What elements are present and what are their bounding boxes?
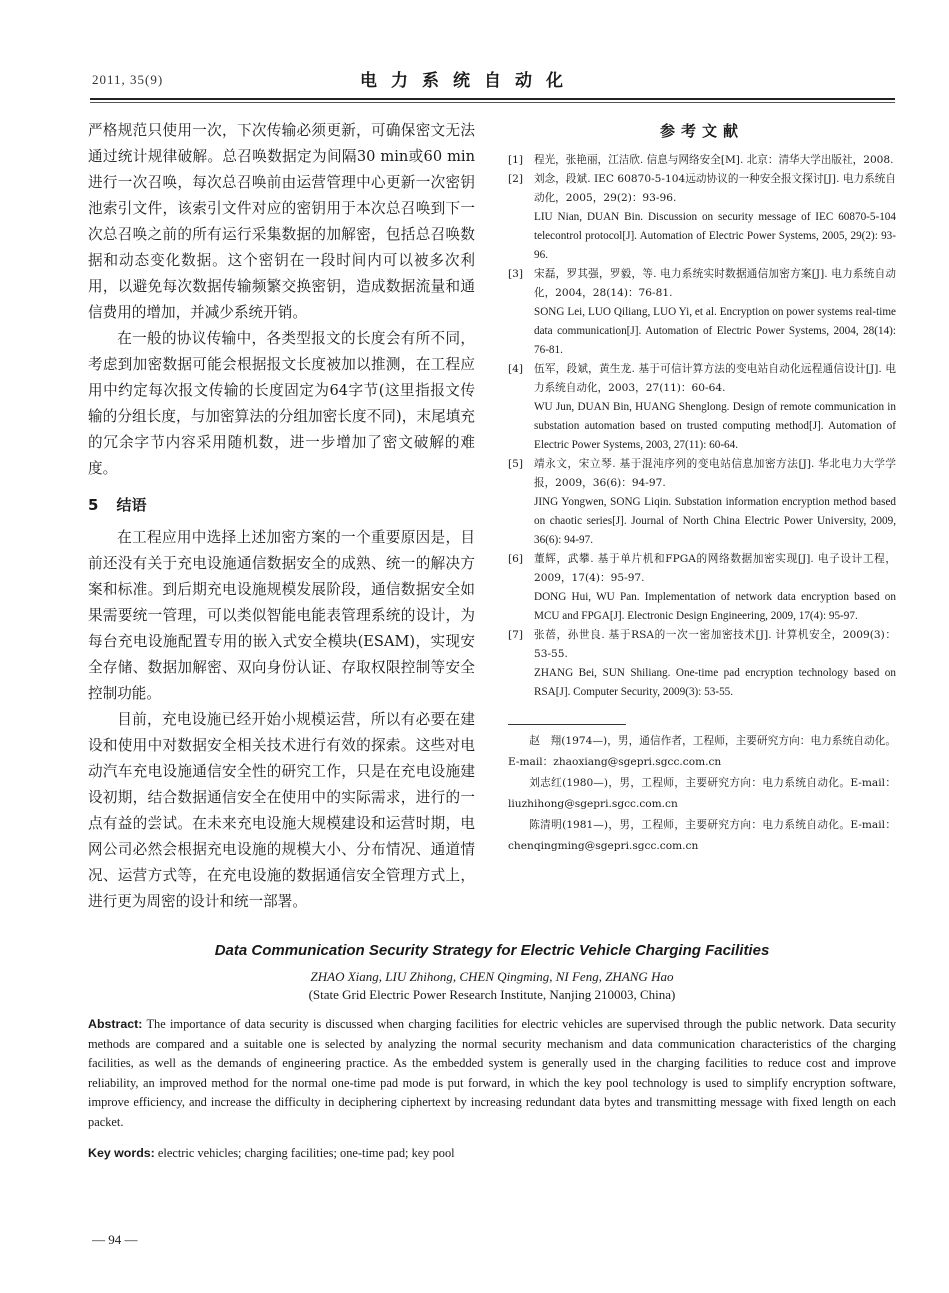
left-column — [88, 118, 475, 915]
references-title: 参考文献 — [659, 122, 744, 140]
page-number: — 94 — — [92, 1232, 138, 1247]
reference-text-en: SONG Lei, LUO Qiliang, LUO Yi, et al. Encryption on power systems real-time data communication[J]. Automation of Electric Power Systems, 2004, 28(14): 76-81. — [534, 306, 896, 356]
section-number: 5 — [88, 496, 99, 514]
reference-number: [6] — [508, 553, 524, 565]
body-paragraph: 在工程应用中选择上述加密方案的一个重要原因是，目前还没有关于充电设施通信数据安全的成熟、统一的解决方案和标准。到后期充电设施规模发展阶段，通信数据安全如果需要统一管理，可以类似智能电能表管理系统的设计，为每台充电设施配置专用的嵌入式安全模块(ESAM)，实现安全存储、数据加解密、双向身份认证、存取权限控制等安全控制功能。 — [88, 529, 475, 702]
body-paragraph: 严格规范只使用一次，下次传输必须更新，可确保密文无法通过统计规律破解。总召唤数据定为间隔30 min或60 min进行一次召唤，每次总召唤前由运营管理中心更新一次密钥池索引文件，该索引文件对应的密钥用于本次总召唤到下一次总召唤之前的所有运行采集数据的加解密，包括总召唤数据和动态变化数据。这个密钥在一段时间内可以被多次利用，以避免每次数据传输频繁交换密钥，造成数据流量和通信费用的增加，并减少系统开销。 — [88, 122, 475, 321]
reference-number: [7] — [508, 629, 524, 641]
reference-item — [508, 455, 896, 550]
reference-text-zh: 张蓓，孙世良. 基于RSA的一次一密加密技术[J]. 计算机安全，2009(3)：53-55. — [534, 629, 896, 660]
reference-text-zh: 靖永文，宋立琴. 基于混沌序列的变电站信息加密方法[J]. 华北电力大学学报，2009，36(6)：94-97. — [534, 458, 896, 489]
reference-text-zh: 伍军，段斌，黄生龙. 基于可信计算方法的变电站自动化远程通信设计[J]. 电力系统自动化，2003，27(11)：60-64. — [534, 363, 896, 394]
abstract-label: Abstract: — [88, 1017, 143, 1031]
reference-list — [508, 151, 896, 702]
english-title: Data Communication Security Strategy for Electric Vehicle Charging Facilities — [214, 942, 770, 959]
reference-text-zh: 宋磊，罗其强，罗毅，等. 电力系统实时数据通信加密方案[J]. 电力系统自动化，2004，28(14)：76-81. — [534, 268, 896, 299]
author-bio: 陈清明(1981—)，男，工程师，主要研究方向：电力系统自动化。E-mail：chenqingming@sgepri.sgcc.com.cn — [508, 819, 896, 852]
keywords-label: Key words: — [88, 1146, 155, 1160]
english-authors: ZHAO Xiang, LIU Zhihong, CHEN Qingming, NI Feng, ZHANG Hao — [310, 969, 674, 984]
reference-item — [508, 170, 896, 265]
reference-text-en: JING Yongwen, SONG Liqin. Substation information encryption method based on chaotic series[J]. Journal of North China Electric Power University, 2009, 36(6): 94-97. — [534, 496, 896, 546]
keywords-text: electric vehicles; charging facilities; one-time pad; key pool — [157, 1146, 455, 1160]
running-header-issue: 2011, 35(9) — [92, 72, 164, 87]
reference-item — [508, 265, 896, 360]
header-rule — [90, 98, 895, 100]
reference-item — [508, 151, 896, 170]
reference-text-en: DONG Hui, WU Pan. Implementation of network data encryption based on MCU and FPGA[J]. Electronic Design Engineering, 2009, 17(4): 95-97. — [534, 591, 896, 622]
running-header-journal: 电力系统自动化 — [360, 71, 577, 91]
reference-number: [3] — [508, 268, 524, 280]
reference-text-en: LIU Nian, DUAN Bin. Discussion on security message of IEC 60870-5-104 telecontrol protocol[J]. Automation of Electric Power Systems, 2005, 29(2): 93-96. — [534, 211, 896, 261]
reference-number: [2] — [508, 173, 524, 185]
reference-text-zh: 程光，张艳丽，江洁欣. 信息与网络安全[M]. 北京：清华大学出版社，2008. — [534, 154, 894, 166]
reference-text-zh: 董辉，武攀. 基于单片机和FPGA的网络数据加密实现[J]. 电子设计工程，2009，17(4)：95-97. — [534, 553, 896, 584]
header-rule-thin — [90, 102, 895, 103]
english-abstract — [88, 1015, 896, 1132]
reference-item — [508, 550, 896, 626]
reference-number: [4] — [508, 363, 524, 375]
reference-text-en: WU Jun, DUAN Bin, HUANG Shenglong. Design of remote communication in substation automation based on trusted computing method[J]. Automation of Electric Power Systems, 2003, 27(11): 60-64. — [534, 401, 896, 451]
reference-number: [1] — [508, 154, 524, 166]
bio-rule — [508, 724, 626, 725]
reference-text-en: ZHANG Bei, SUN Shiliang. One-time pad encryption technology based on RSA[J]. Computer Security, 2009(3): 53-55. — [534, 667, 896, 698]
right-column — [508, 118, 896, 857]
body-paragraph: 目前，充电设施已经开始小规模运营，所以有必要在建设和使用中对数据安全相关技术进行有效的探索。这些对电动汽车充电设施通信安全性的研究工作，只是在充电设施建设初期，结合数据通信安全在使用中的实际需求，进行的一点有益的尝试。在未来充电设施大规模建设和运营时期，电网公司必然会根据充电设施的规模大小、分布情况、通道情况、运营方式等，在充电设施的数据通信安全管理方式上，进行更为周密的设计和统一部署。 — [88, 711, 475, 910]
english-abstract-block — [88, 942, 896, 1161]
reference-item — [508, 360, 896, 455]
author-bio: 赵 翔(1974—)，男，通信作者，工程师，主要研究方向：电力系统自动化。E-mail：zhaoxiang@sgepri.sgcc.com.cn — [508, 735, 896, 768]
reference-number: [5] — [508, 458, 524, 470]
english-affiliation: (State Grid Electric Power Research Institute, Nanjing 210003, China) — [308, 987, 676, 1002]
english-keywords — [88, 1146, 896, 1161]
abstract-text: The importance of data security is discussed when charging facilities for electric vehicles are supervised through the public network. Data security methods are compared and a suitable one is selected by analyzing the normal security mechanism and data communication characteristics of the charging facilities, as well as the demands of engineering practice. As the embedded system is generally used in the charging facilities to reduce cost and improve reliability, an improved method for the normal one-time pad mode is put forward, in which the key pool technology is used to simplify encryption software, improve efficiency, and increase the difficulty in deciphering ciphertext by increasing redundant data bytes and transmitting message with fixed length on each packet. — [88, 1017, 897, 1129]
section-heading — [88, 494, 475, 515]
section-title: 结语 — [116, 496, 147, 514]
reference-item — [508, 626, 896, 702]
reference-text-zh: 刘念，段斌. IEC 60870-5-104远动协议的一种安全报文探讨[J]. 电力系统自动化，2005，29(2)：93-96. — [534, 173, 896, 204]
body-paragraph: 在一般的协议传输中，各类型报文的长度会有所不同，考虑到加密数据可能会根据报文长度被加以推测，在工程应用中约定每次报文传输的长度固定为64字节(这里指报文传输的分组长度，与加密算法的分组加密长度不同)，末尾填充的冗余字节内容采用随机数，进一步增加了密文破解的难度。 — [88, 330, 475, 477]
author-bio: 刘志红(1980—)，男，工程师，主要研究方向：电力系统自动化。E-mail：liuzhihong@sgepri.sgcc.com.cn — [508, 777, 896, 810]
